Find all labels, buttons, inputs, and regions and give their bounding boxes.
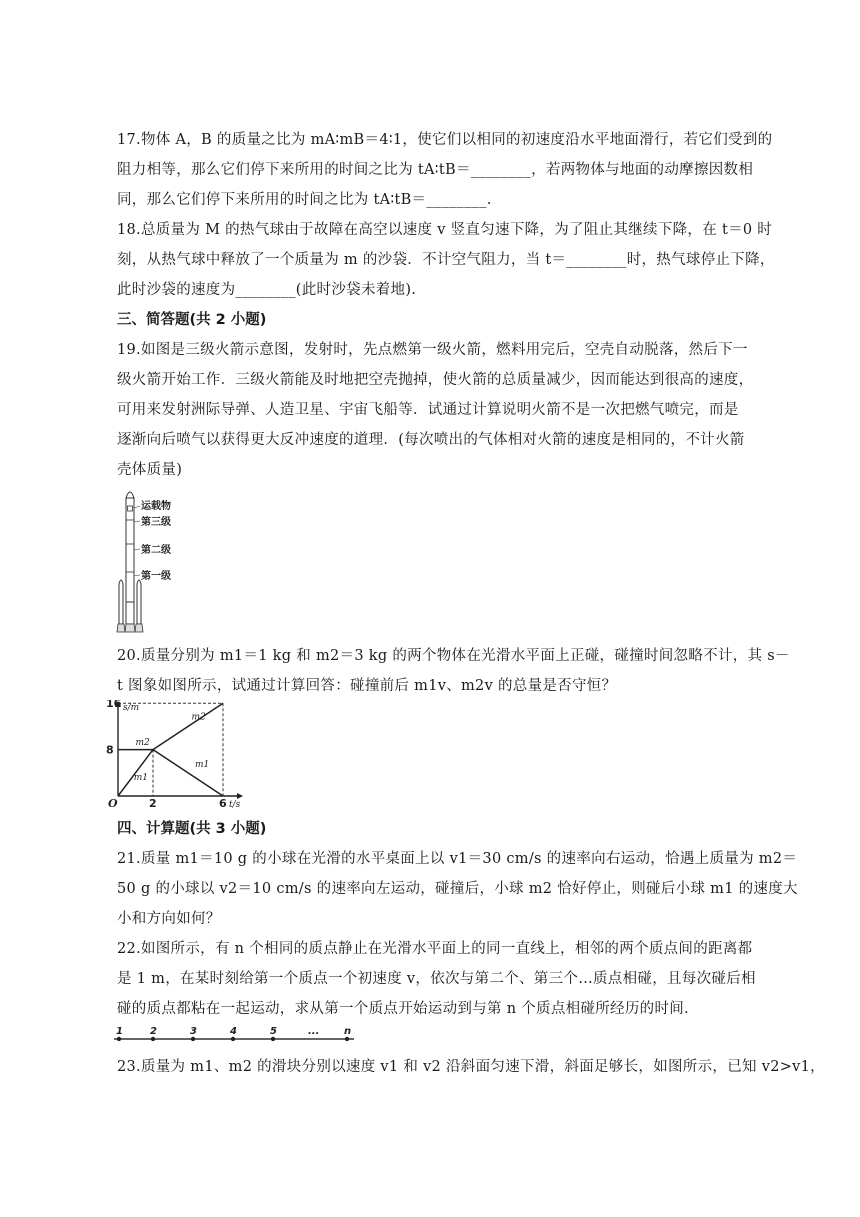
particle-dot-2 [191, 1037, 195, 1041]
st-graph [104, 700, 254, 808]
section-4-heading: 四、计算题(共 3 小题) [117, 821, 267, 837]
q23-line1: 23.质量为 m1、m2 的滑块分别以速度 v1 和 v2 沿斜面匀速下滑，斜面足够长，如图所示，已知 v2>v1， [117, 1059, 825, 1075]
q17-line2: 阻力相等，那么它们停下来所用的时间之比为 tA∶tB＝________，若两物体与地面的动摩擦因数相 [117, 162, 754, 178]
rocket-label-stage3: 第三级 [141, 517, 171, 528]
q18-line2: 刻，从热气球中释放了一个质量为 m 的沙袋．不计空气阻力，当 t＝________时，热气球停止下降， [117, 252, 775, 268]
particle-dot-3 [231, 1037, 235, 1041]
series-label-0: m2 [191, 712, 206, 723]
q22-line1: 22.如图所示，有 n 个相同的质点静止在光滑水平面上的同一直线上，相邻的两个质点间的距离都 [117, 941, 753, 957]
section-3-heading: 三、简答题(共 2 小题) [117, 312, 267, 328]
q20-line2: t 图象如图所示，试通过计算回答：碰撞前后 m1v、m2v 的总量是否守恒？ [117, 678, 617, 694]
x-tick-6: 6 [219, 797, 227, 808]
rocket-label-stage1: 第一级 [141, 571, 171, 582]
q19-line3: 可用来发射洲际导弹、人造卫星、宇宙飞船等．试通过计算说明火箭不是一次把燃气喷完，而是 [117, 402, 739, 418]
particle-dot-6 [345, 1037, 349, 1041]
rocket-figure [112, 484, 192, 636]
particle-label-5: ... [308, 1026, 320, 1037]
q18-line3: 此时沙袋的速度为________(此时沙袋未着地). [117, 282, 417, 298]
q20-line1: 20.质量分别为 m1＝1 kg 和 m2＝3 kg 的两个物体在光滑水平面上正碰，碰撞时间忽略不计，其 s－ [117, 648, 790, 664]
series-m2-2 [153, 703, 223, 749]
y-tick-8: 8 [106, 743, 114, 757]
particle-label-2: 3 [190, 1026, 197, 1037]
origin-label: O [108, 797, 118, 808]
particle-label-6: n [344, 1026, 352, 1037]
particle-label-4: 5 [270, 1026, 277, 1037]
x-tick-2: 2 [149, 797, 157, 808]
particles-figure [112, 1024, 360, 1046]
rocket-label-stage2: 第二级 [141, 545, 171, 556]
q17-line1: 17.物体 A，B 的质量之比为 mA∶mB＝4∶1，使它们以相同的初速度沿水平地面滑行，若它们受到的 [117, 132, 773, 148]
y-axis-label: s/m [123, 703, 140, 713]
q17-line3: 同，那么它们停下来所用的时间之比为 tA∶tB＝________. [117, 192, 492, 208]
particle-label-0: 1 [116, 1026, 123, 1037]
q21-line1: 21.质量 m1＝10 g 的小球在光滑的水平桌面上以 v1＝30 cm/s 的速率向右运动，恰遇上质量为 m2＝ [117, 851, 798, 867]
y-tick-16: 16 [106, 700, 122, 711]
rocket-label-payload: 运载物 [141, 501, 171, 512]
q21-line3: 小和方向如何？ [117, 911, 221, 927]
x-axis-label: t/s [229, 800, 241, 808]
q18-line1: 18.总质量为 M 的热气球由于故障在高空以速度 v 竖直匀速下降，为了阻止其继续下降，在 t＝0 时 [117, 222, 773, 238]
particle-dot-0 [117, 1037, 121, 1041]
q19-line5: 壳体质量) [117, 462, 183, 478]
series-label-3: m1 [195, 760, 210, 770]
particle-dot-4 [271, 1037, 275, 1041]
q19-line2: 级火箭开始工作．三级火箭能及时地把空壳抛掉，使火箭的总质量减少，因而能达到很高的速度， [117, 372, 754, 388]
q21-line2: 50 g 的小球以 v2＝10 cm/s 的速率向左运动，碰撞后，小球 m2 恰好停止，则碰后小球 m1 的速度大 [117, 881, 798, 897]
series-label-1: m2 [135, 737, 150, 748]
particle-label-3: 4 [230, 1026, 237, 1037]
x-axis-arrow [237, 793, 243, 799]
q19-line1: 19.如图是三级火箭示意图，发射时，先点燃第一级火箭，燃料用完后，空壳自动脱落，然后下一 [117, 342, 748, 358]
particle-dot-1 [151, 1037, 155, 1041]
q19-line4: 逐渐向后喷气以获得更大反冲速度的道理．(每次喷出的气体相对火箭的速度是相同的，不计火箭 [117, 432, 745, 448]
chart-labels [106, 700, 241, 808]
q22-line2: 是 1 m，在某时刻给第一个质点一个初速度 v，依次与第二个、第三个…质点相碰，且每次碰后相 [117, 971, 756, 987]
q22-line3: 碰的质点都粘在一起运动，求从第一个质点开始运动到与第 n 个质点相碰所经历的时间. [117, 1001, 689, 1017]
series-label-2: m1 [133, 772, 149, 783]
particle-label-1: 2 [150, 1026, 157, 1037]
